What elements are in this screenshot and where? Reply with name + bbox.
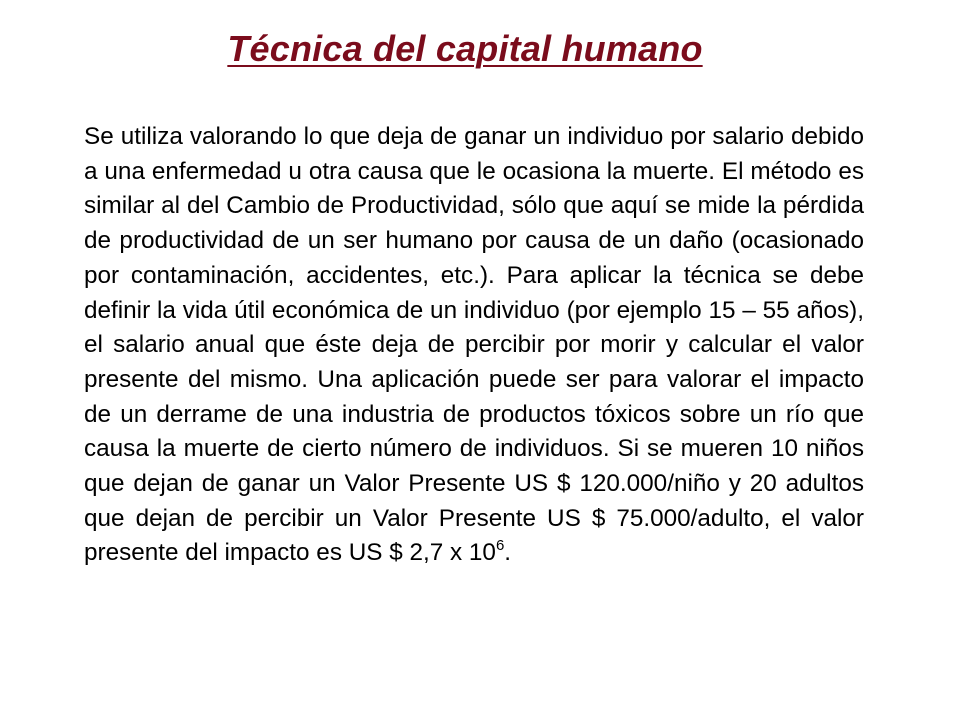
body-main-text: Se utiliza valorando lo que deja de ganar un individuo por salario debido a una enfermedad u otra causa que le ocasiona la muerte. El método es similar al del Cambio de Productividad, sólo que aquí se mide la pérdida de productividad de un ser humano por causa de un daño (ocasionado por contaminación, accidentes, etc.). Para aplicar la técnica se debe definir la vida útil económica de un individuo (por ejemplo 15 – 55 años), el salario anual que éste deja de percibir por morir y calcular el valor presente del mismo. Una aplicación puede ser para valorar el impacto de un derrame de una industria de productos tóxicos sobre un río que causa la muerte de cierto número de individuos. Si se mueren 10 niños que dejan de ganar un Valor Presente US $ 120.000/niño y 20 adultos que dejan de percibir un Valor Presente US $ 75.000/adulto, el valor presente del impacto es US $ 2,7 x 10	[84, 123, 864, 567]
body-end-punctuation: .	[504, 539, 512, 567]
body-exponent: 6	[495, 537, 505, 555]
slide-title: Técnica del capital humano	[227, 28, 703, 69]
slide-body-paragraph	[84, 120, 864, 571]
